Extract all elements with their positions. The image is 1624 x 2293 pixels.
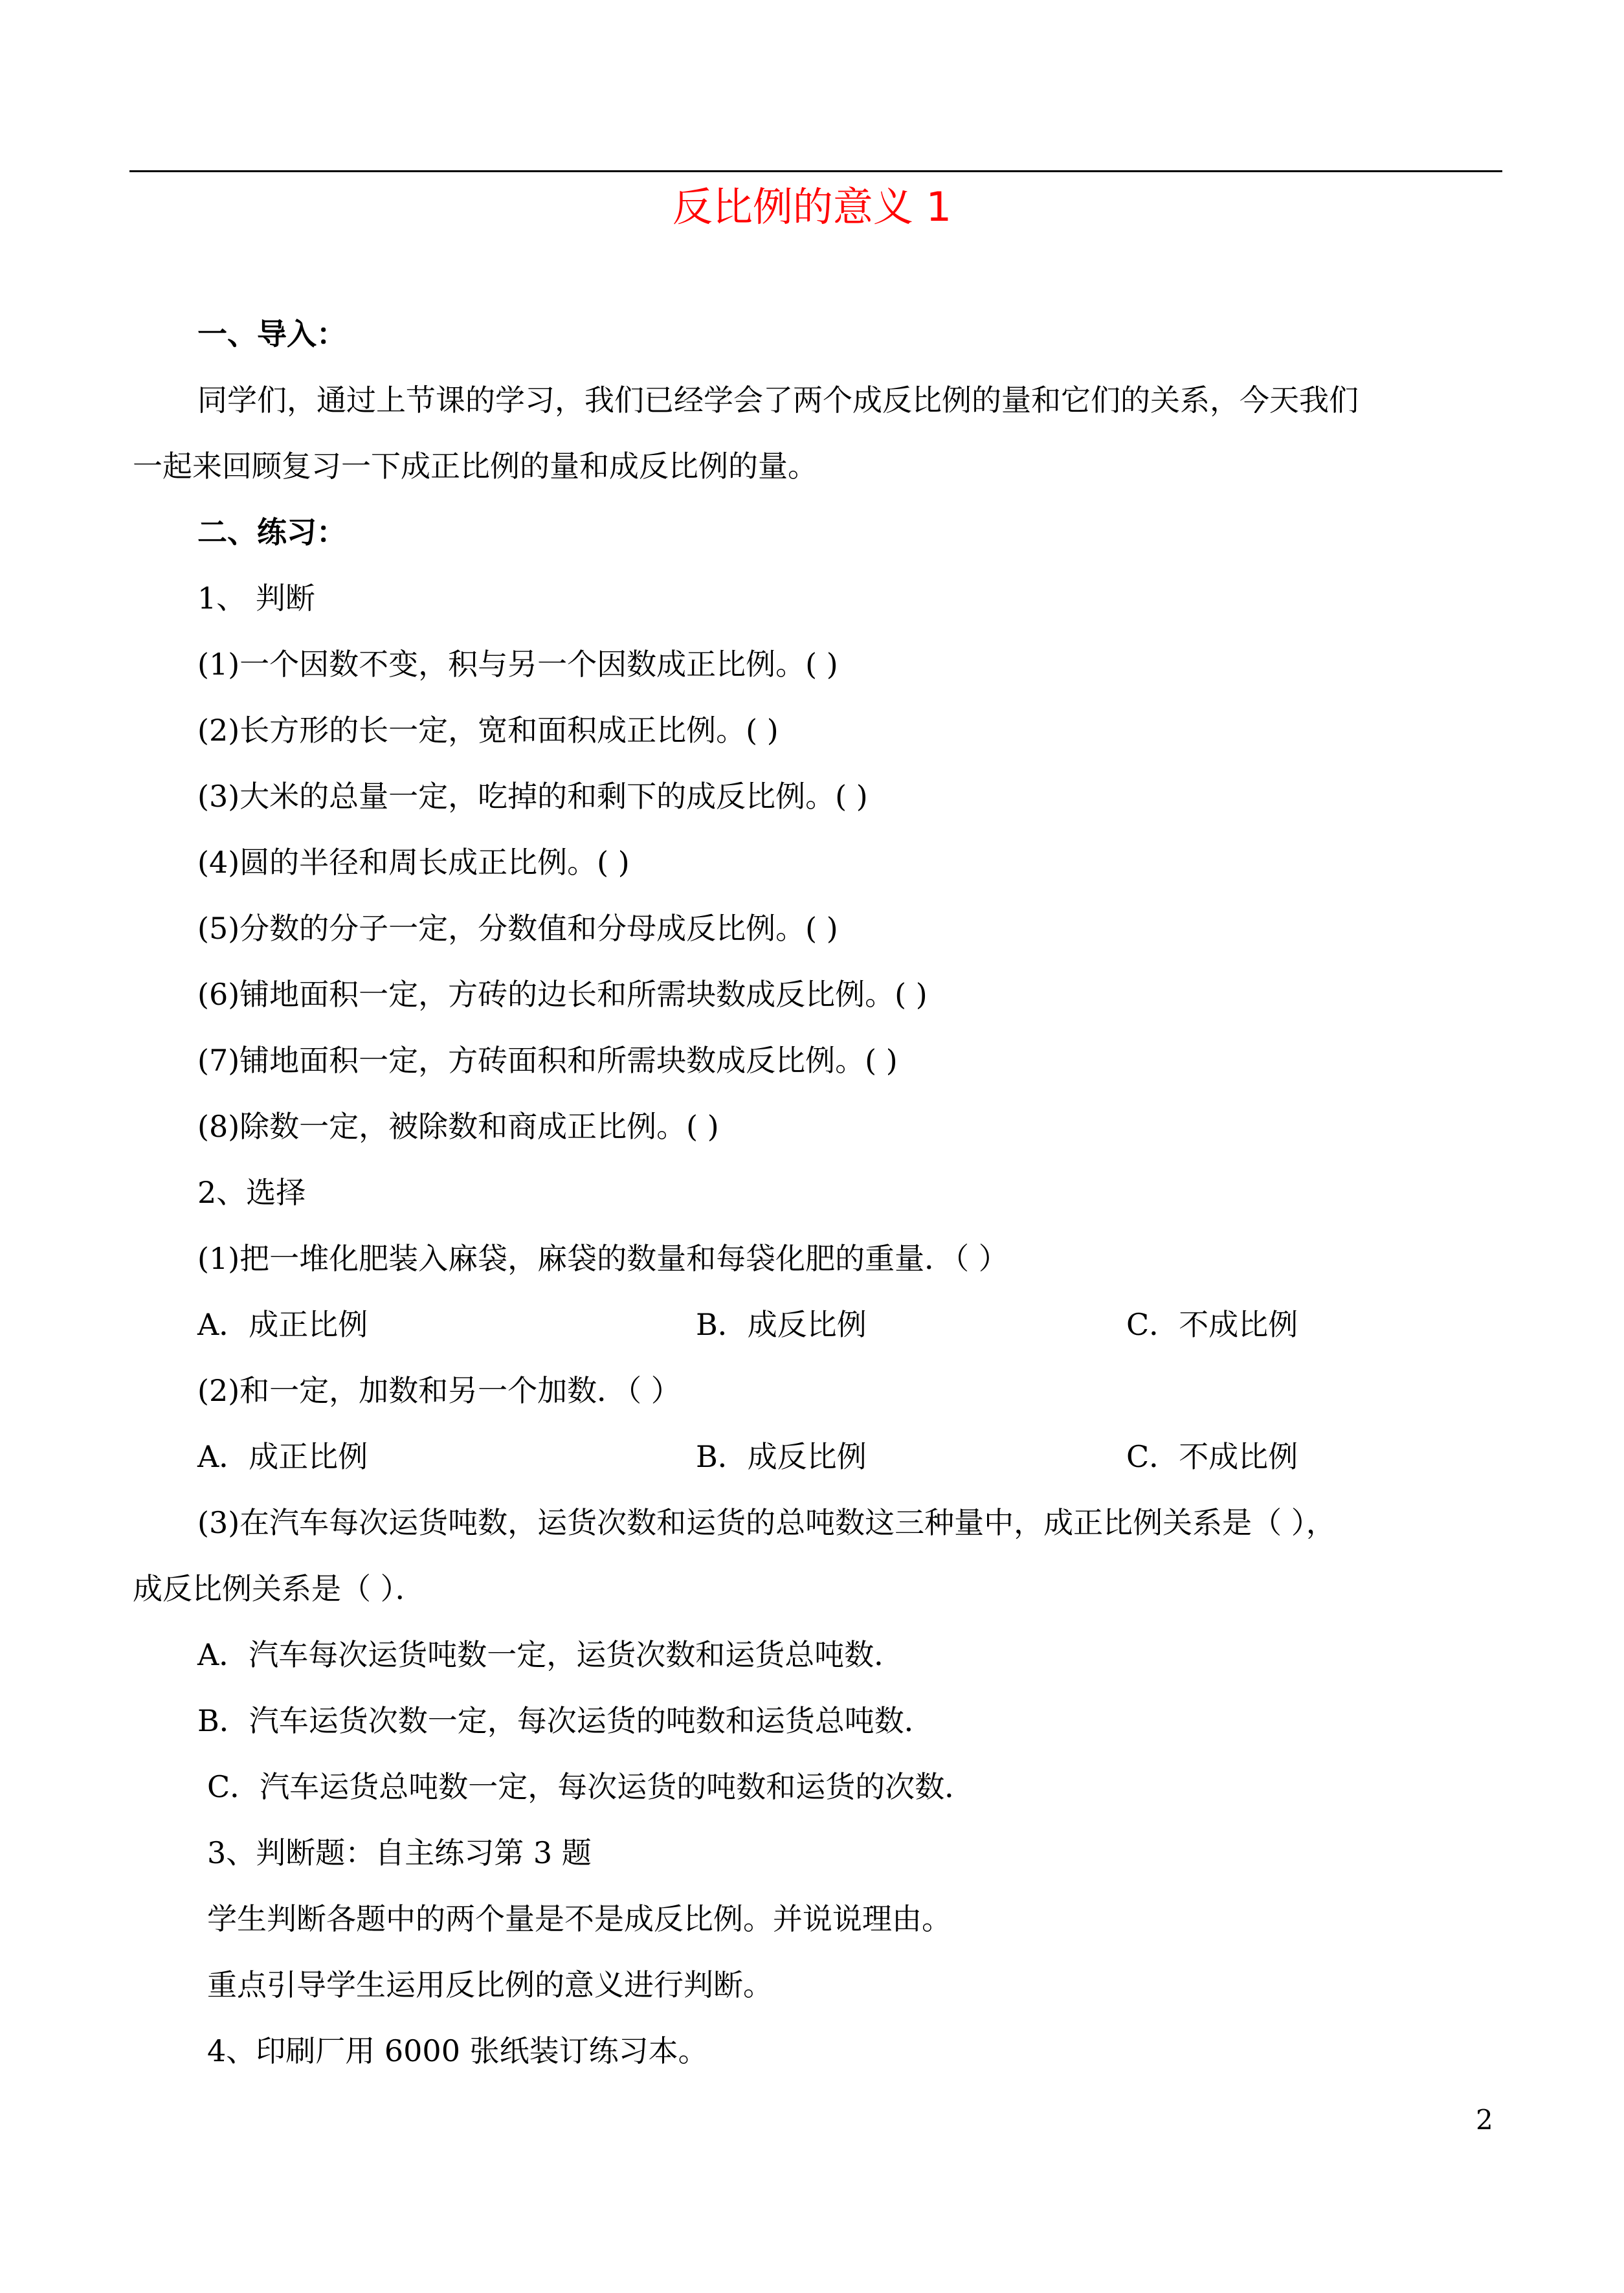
judge-item: (8)除数一定，被除数和商成正比例。( ) (197, 1109, 719, 1144)
judge-item: (4)圆的半径和周长成正比例。( ) (197, 845, 630, 880)
page-number: 2 (1476, 2104, 1493, 2136)
judge-item: (5)分数的分子一定，分数值和分母成反比例。( ) (197, 911, 838, 946)
judge3-text-line-1: 学生判断各题中的两个量是不是成反比例。并说说理由。 (207, 1901, 951, 1936)
page-title: 反比例的意义 1 (672, 183, 952, 230)
judge3-text-line-2: 重点引导学生运用反比例的意义进行判断。 (207, 1967, 773, 2002)
intro-text-line-1: 同学们，通过上节课的学习，我们已经学会了两个成反比例的量和它们的关系，今天我们 (197, 383, 1359, 418)
choice-option-c: C．不成比例 (1126, 1439, 1298, 1474)
judge-item: (2)长方形的长一定，宽和面积成正比例。( ) (197, 713, 779, 748)
question-4: 4、印刷厂用 6000 张纸装订练习本。 (207, 2033, 708, 2068)
judge-item: (6)铺地面积一定，方砖的边长和所需块数成反比例。( ) (197, 977, 928, 1012)
header-rule (129, 170, 1502, 172)
judge-heading: 1、 判断 (197, 581, 315, 616)
judge-item: (1)一个因数不变，积与另一个因数成正比例。( ) (197, 647, 838, 682)
judge-item: (7)铺地面积一定，方砖面积和所需块数成反比例。( ) (197, 1043, 898, 1078)
choice-question-3-line-2: 成反比例关系是（ ）． (133, 1571, 425, 1606)
judge-item: (3)大米的总量一定，吃掉的和剩下的成反比例。( ) (197, 779, 868, 814)
judge3-heading: 3、判断题：自主练习第 3 题 (207, 1835, 592, 1870)
choice-question-3-line-1: (3)在汽车每次运货吨数，运货次数和运货的总吨数这三种量中，成正比例关系是（ ）， (197, 1505, 1336, 1540)
intro-heading: 一、导入： (197, 317, 346, 352)
choice-question-1: (1)把一堆化肥装入麻袋，麻袋的数量和每袋化肥的重量．（ ） (197, 1241, 1008, 1276)
choice-option-c: C．不成比例 (1126, 1307, 1298, 1342)
choice-option-a: A．成正比例 (197, 1307, 368, 1342)
choice-heading: 2、选择 (197, 1175, 306, 1210)
intro-text-line-2: 一起来回顾复习一下成正比例的量和成反比例的量。 (133, 449, 818, 484)
choice-question-2: (2)和一定，加数和另一个加数．（ ） (197, 1373, 681, 1408)
choice-option-a: A．汽车每次运货吨数一定，运货次数和运货总吨数． (197, 1637, 904, 1672)
practice-heading: 二、练习： (197, 515, 346, 550)
choice-option-b: B．成反比例 (696, 1307, 867, 1342)
choice-option-a: A．成正比例 (197, 1439, 368, 1474)
choice-option-c: C．汽车运货总吨数一定，每次运货的吨数和运货的次数． (207, 1769, 975, 1804)
choice-option-b: B．成反比例 (696, 1439, 867, 1474)
choice-option-b: B．汽车运货次数一定，每次运货的吨数和运货总吨数． (197, 1703, 934, 1738)
